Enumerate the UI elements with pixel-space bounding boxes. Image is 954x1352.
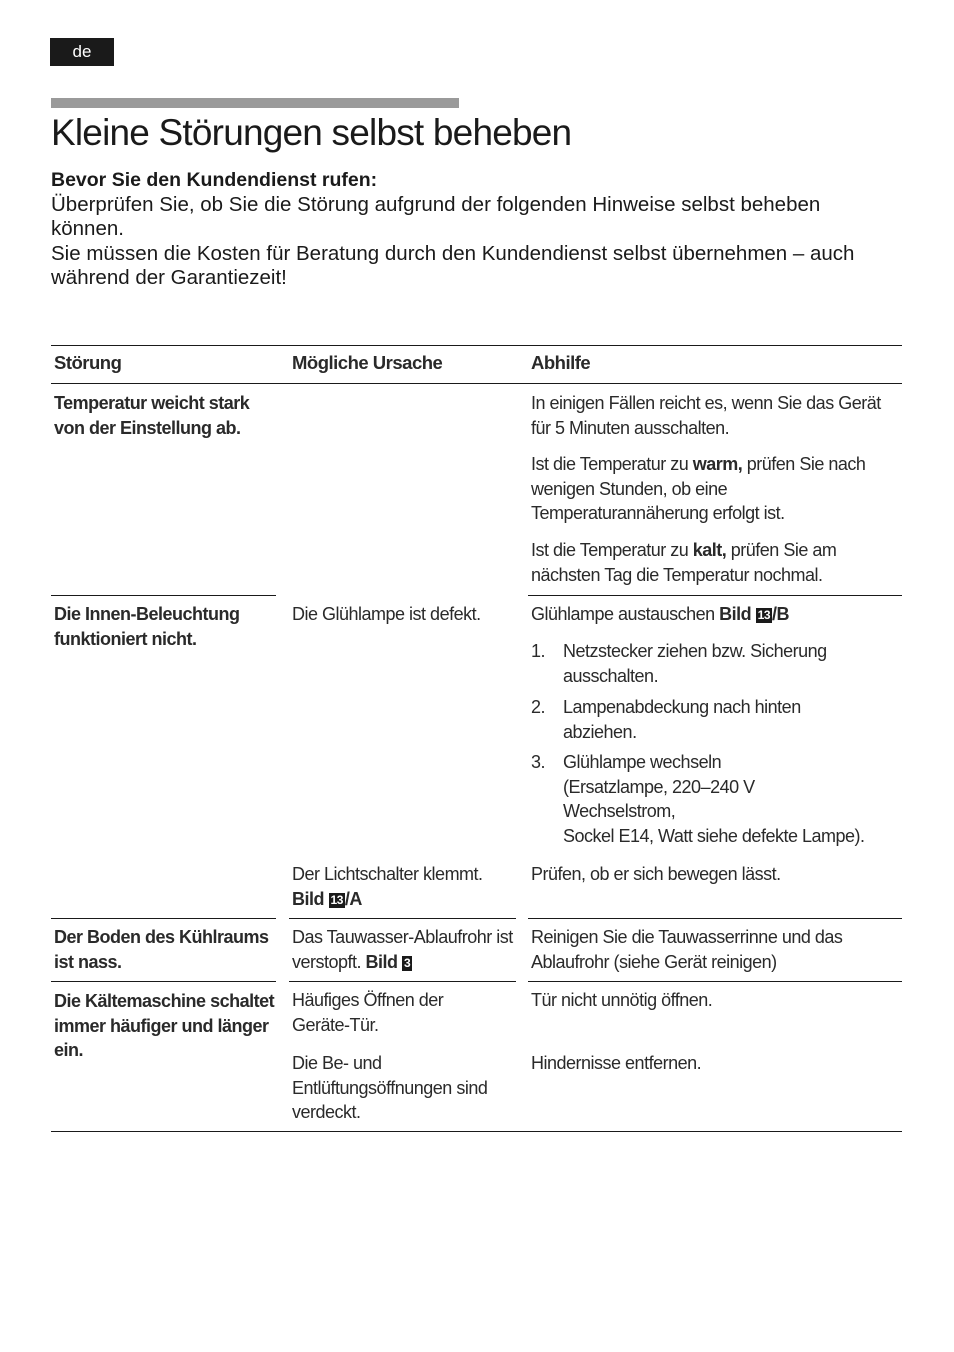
row1-rule-col1 bbox=[51, 595, 276, 596]
step-number: 1. bbox=[531, 641, 546, 661]
row2-ursache-1: Die Glühlampe ist defekt. bbox=[292, 604, 481, 624]
row3-rule-col1 bbox=[51, 981, 276, 982]
row4-ursache-1: Häufiges Öffnen der Geräte-Tür. bbox=[292, 990, 444, 1035]
step-line: Sockel E14, Watt siehe defekte Lampe). bbox=[563, 825, 865, 846]
table-top-rule bbox=[51, 345, 902, 346]
list-item bbox=[531, 639, 899, 688]
figure-3-badge: 3 bbox=[404, 955, 411, 970]
row3-ursache-bild: Bild bbox=[365, 951, 398, 972]
list-item bbox=[531, 695, 899, 744]
row2-ursache-2-suffix: /A bbox=[344, 888, 362, 909]
row2-abhilfe-1 bbox=[531, 602, 899, 627]
step-line: Netzstecker ziehen bzw. Sicherung bbox=[563, 641, 827, 661]
row3-rule-col2 bbox=[289, 981, 516, 982]
row1-abhilfe-3-pre: Ist die Temperatur zu bbox=[531, 540, 693, 560]
row1-stoerung: Temperatur weicht stark von der Einstellung ab. bbox=[54, 393, 250, 438]
row2-rule-col3 bbox=[528, 918, 902, 919]
row2-ursache-2 bbox=[292, 862, 517, 911]
row1-abhilfe-1: In einigen Fällen reicht es, wenn Sie das Gerät für 5 Minuten ausschalten. bbox=[531, 393, 881, 438]
intro-section bbox=[51, 168, 891, 291]
row3-rule-col3 bbox=[528, 981, 902, 982]
row4-abhilfe-1: Tür nicht unnötig öffnen. bbox=[531, 990, 713, 1010]
row2-rule-col1 bbox=[51, 918, 276, 919]
step-number: 2. bbox=[531, 697, 546, 717]
row2-steps bbox=[531, 639, 899, 848]
row2-stoerung: Die Innen-Beleuchtung funktioniert nicht. bbox=[54, 604, 240, 649]
row3-abhilfe: Reinigen Sie die Tauwasserrinne und das Ablaufrohr (siehe Gerät reinigen) bbox=[531, 927, 843, 972]
step-number: 3. bbox=[531, 752, 546, 772]
row2-abhilfe-1-suffix: /B bbox=[772, 604, 789, 624]
row1-abhilfe-2-bold: warm, bbox=[692, 454, 743, 474]
row2-ursache-2-bild: Bild bbox=[292, 888, 324, 909]
figure-13-badge: 13 bbox=[757, 608, 770, 622]
step-line: Lampenabdeckung nach hinten bbox=[563, 697, 801, 717]
step-line: abziehen. bbox=[563, 721, 637, 742]
intro-heading: Bevor Sie den Kundendienst rufen: bbox=[51, 169, 378, 191]
row1-abhilfe-2-pre: Ist die Temperatur zu bbox=[531, 454, 693, 474]
row3-ursache bbox=[292, 925, 517, 974]
row4-stoerung: Die Kältemaschine schaltet immer häufiger und länger ein. bbox=[54, 991, 275, 1060]
header-ursache: Mögliche Ursache bbox=[292, 352, 443, 373]
language-tag: de bbox=[50, 38, 114, 66]
row2-rule-col2 bbox=[289, 918, 516, 919]
list-item bbox=[531, 750, 899, 848]
table-bottom-rule bbox=[51, 1131, 902, 1132]
row1-abhilfe-2-post: prüfen Sie nach wenigen Stunden, ob eine Temperaturannäherung erfolgt ist. bbox=[531, 454, 866, 523]
intro-paragraph-2: Sie müssen die Kosten für Beratung durch den Kundendienst selbst übernehmen – auch während der Garantiezeit! bbox=[51, 241, 855, 289]
step-line: Wechselstrom, bbox=[563, 801, 676, 821]
row1-abhilfe-3 bbox=[531, 538, 899, 587]
row2-abhilfe-1-text: Glühlampe austauschen bbox=[531, 604, 720, 624]
figure-13-badge: 13 bbox=[330, 892, 343, 907]
row3-ursache-text: Das Tauwasser-Ablaufrohr ist verstopft. bbox=[292, 927, 513, 972]
step-line: (Ersatzlampe, 220–240 V bbox=[563, 776, 755, 797]
row1-abhilfe-3-post: prüfen Sie am nächsten Tag die Temperatur nochmal. bbox=[531, 540, 837, 585]
row1-rule-col3 bbox=[528, 595, 902, 596]
title-accent-bar bbox=[51, 98, 459, 108]
row4-ursache-2: Die Be- und Entlüftungsöffnungen sind verdeckt. bbox=[292, 1053, 488, 1122]
row4-abhilfe-2: Hindernisse entfernen. bbox=[531, 1053, 702, 1073]
header-abhilfe: Abhilfe bbox=[531, 352, 591, 373]
page-title: Kleine Störungen selbst beheben bbox=[51, 112, 572, 153]
row2-abhilfe-1-bild: Bild bbox=[719, 604, 752, 624]
row2-ursache-2-text: Der Lichtschalter klemmt. bbox=[292, 864, 483, 884]
row3-stoerung: Der Boden des Kühlraums ist nass. bbox=[54, 927, 269, 972]
intro-paragraph-1: Überprüfen Sie, ob Sie die Störung aufgrund der folgenden Hinweise selbst beheben können. bbox=[51, 192, 821, 240]
header-bottom-rule bbox=[51, 383, 902, 384]
row2-abhilfe-2: Prüfen, ob er sich bewegen lässt. bbox=[531, 864, 781, 884]
step-line: Glühlampe wechseln bbox=[563, 752, 722, 772]
header-stoerung: Störung bbox=[54, 352, 122, 373]
step-line: ausschalten. bbox=[563, 665, 659, 686]
row1-abhilfe-3-bold: kalt, bbox=[692, 540, 727, 560]
row1-abhilfe-2 bbox=[531, 452, 899, 526]
